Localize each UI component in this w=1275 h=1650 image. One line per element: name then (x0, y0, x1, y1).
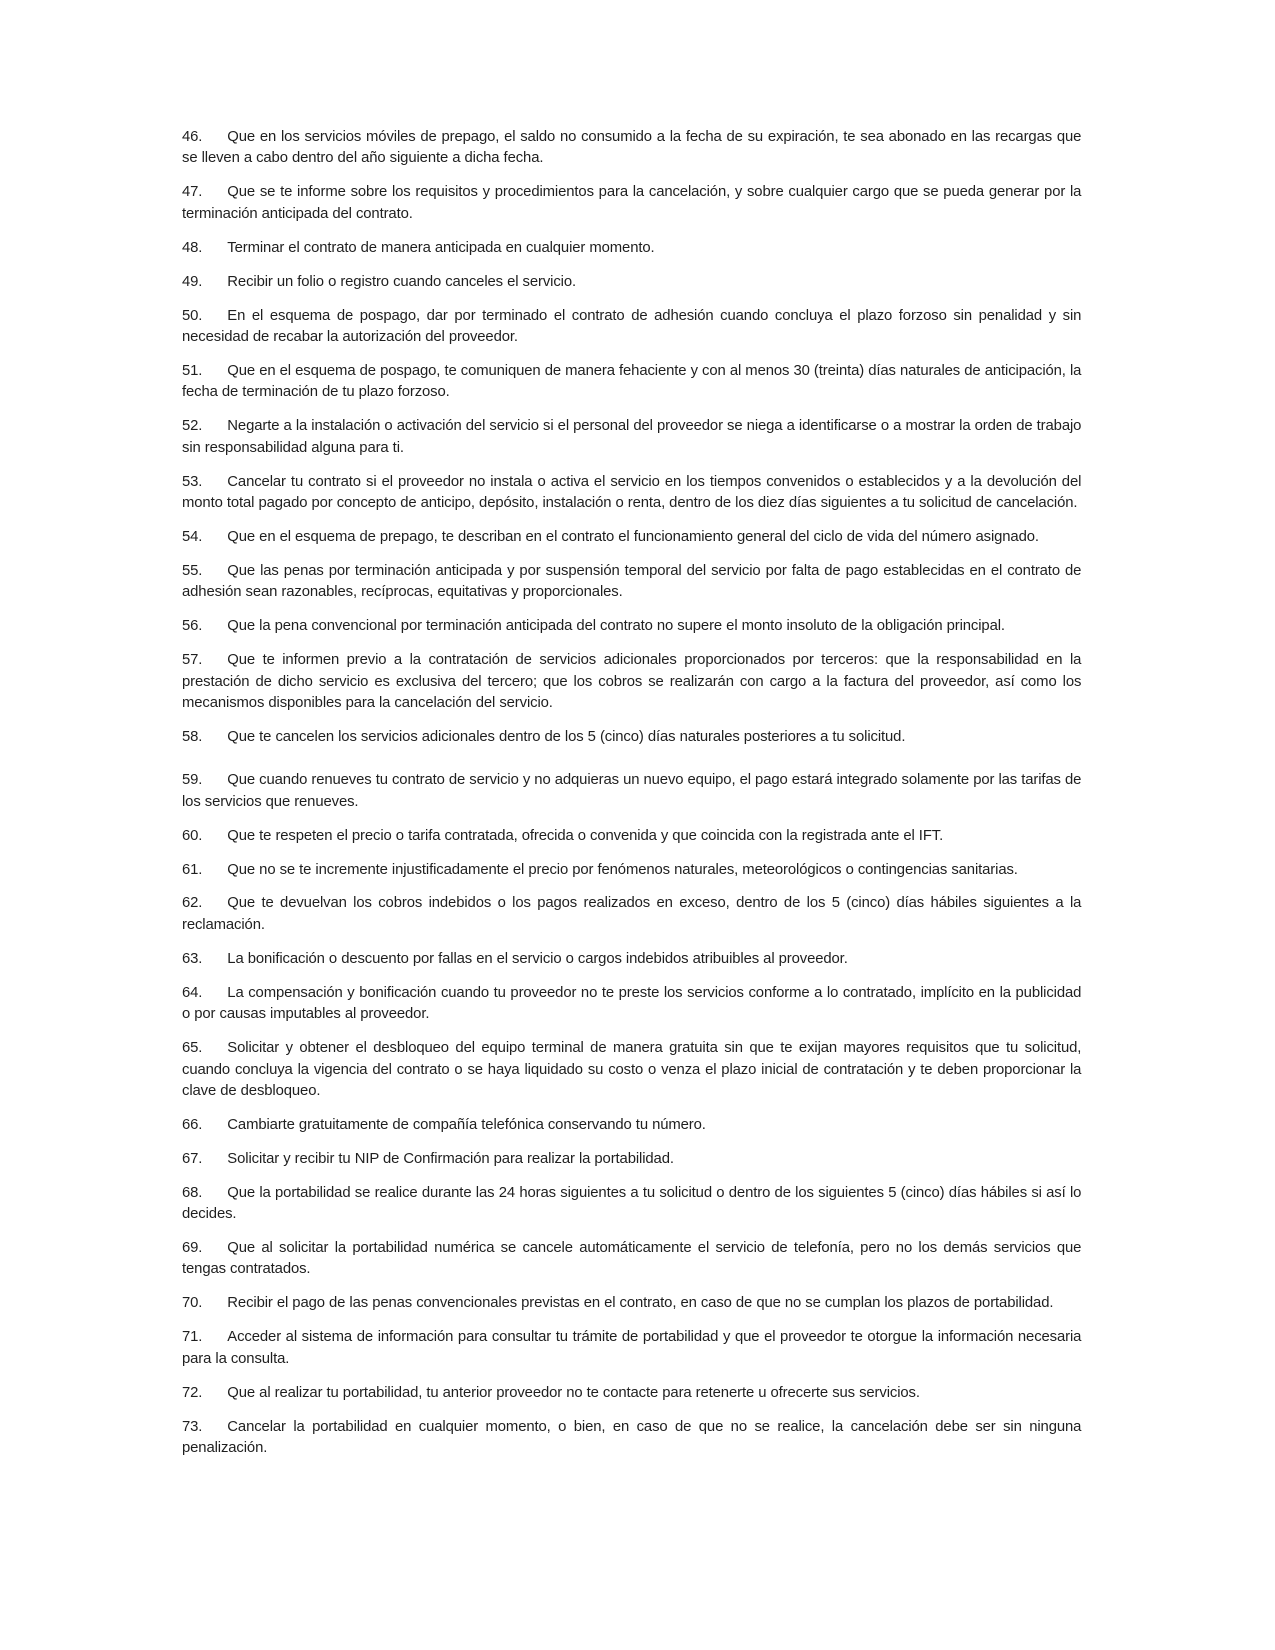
list-item-text: Recibir un folio o registro cuando canceles el servicio. (227, 272, 576, 290)
list-item-number: 59. (182, 771, 203, 789)
list-item-number: 70. (182, 1294, 203, 1312)
list-item-text: Cambiarte gratuitamente de compañía telefónica conservando tu número. (227, 1115, 706, 1133)
list-item-number: 51. (182, 361, 203, 379)
list-item-text: Que te devuelvan los cobros indebidos o los pagos realizados en exceso, dentro de los 5 (cinco) días hábiles siguientes a la reclamación. (182, 894, 1082, 933)
list-item-text: Terminar el contrato de manera anticipada en cualquier momento. (227, 238, 655, 256)
list-item-number: 71. (182, 1328, 203, 1346)
list-item (182, 1292, 1081, 1313)
list-item-text: Acceder al sistema de información para consultar tu trámite de portabilidad y que el proveedor te otorgue la información necesaria para la consulta. (182, 1328, 1082, 1367)
list-item (182, 471, 1081, 514)
list-item-number: 66. (182, 1115, 203, 1133)
list-item-text: Solicitar y recibir tu NIP de Confirmación para realizar la portabilidad. (227, 1149, 674, 1167)
list-item-text: En el esquema de pospago, dar por terminado el contrato de adhesión cuando concluya el plazo forzoso sin penalidad y sin necesidad de recabar la autorización del proveedor. (182, 306, 1082, 345)
list-item (182, 1237, 1081, 1280)
list-item-text: Que la pena convencional por terminación anticipada del contrato no supere el monto insoluto de la obligación principal. (227, 617, 1005, 635)
list-item-number: 72. (182, 1383, 203, 1401)
list-item-number: 48. (182, 238, 203, 256)
list-item-text: Que en el esquema de prepago, te describan en el contrato el funcionamiento general del ciclo de vida del número asignado. (227, 527, 1039, 545)
list-item (182, 1382, 1081, 1403)
list-item (182, 1114, 1081, 1135)
list-item-number: 67. (182, 1149, 203, 1167)
list-item (182, 649, 1081, 713)
list-item (182, 1326, 1081, 1369)
list-item-number: 69. (182, 1239, 203, 1257)
list-item (182, 305, 1081, 348)
list-item-text: Que en el esquema de pospago, te comuniquen de manera fehaciente y con al menos 30 (treinta) días naturales de anticipación, la fecha de terminación de tu plazo forzoso. (182, 361, 1082, 401)
list-item (182, 726, 1081, 747)
list-item-number: 46. (182, 128, 203, 145)
list-item-text: Negarte a la instalación o activación del servicio si el personal del proveedor se niega a identificarse o a mostrar la orden de trabajo sin responsabilidad alguna para ti. (182, 417, 1082, 456)
list-item-number: 65. (182, 1039, 203, 1057)
list-item (182, 181, 1081, 224)
list-item (182, 360, 1081, 403)
list-item (182, 982, 1081, 1025)
list-item-number: 50. (182, 306, 203, 324)
list-item-text: Cancelar la portabilidad en cualquier momento, o bien, en caso de que no se realice, la cancelación debe ser sin ninguna penalización. (182, 1417, 1082, 1456)
list-item (182, 825, 1081, 846)
list-item-text: Que en los servicios móviles de prepago, el saldo no consumido a la fecha de su expiración, te sea abonado en las recargas que se lleven a cabo dentro del año siguiente a dicha fecha. (182, 128, 1082, 167)
list-item (182, 769, 1081, 812)
list-item-text: Recibir el pago de las penas convencionales previstas en el contrato, en caso de que no se cumplan los plazos de portabilidad. (227, 1294, 1054, 1312)
list-item (182, 1182, 1081, 1225)
list-item (182, 271, 1081, 292)
list-item-number: 49. (182, 272, 203, 290)
list-item (182, 126, 1081, 169)
list-item (182, 1148, 1081, 1169)
list-item (182, 615, 1081, 636)
list-item (182, 560, 1081, 603)
list-item-text: Cancelar tu contrato si el proveedor no instala o activa el servicio en los tiempos convenidos o establecidos y a la devolución del monto total pagado por concepto de anticipo, depósito, instalación o renta, dentro de los diez días siguientes a tu solicitud de cancelación. (182, 472, 1082, 511)
list-item-number: 53. (182, 472, 203, 490)
list-item (182, 892, 1081, 935)
list-item-text: Que cuando renueves tu contrato de servicio y no adquieras un nuevo equipo, el pago estará integrado solamente por las tarifas de los servicios que renueves. (182, 771, 1082, 810)
list-item-text: Que al solicitar la portabilidad numérica se cancele automáticamente el servicio de telefonía, pero no los demás servicios que tengas contratados. (182, 1239, 1082, 1278)
list-item-number: 52. (182, 417, 203, 435)
list-item-text: Que las penas por terminación anticipada y por suspensión temporal del servicio por falta de pago establecidas en el contrato de adhesión sean razonables, recíprocas, equitativas y proporcionales. (182, 561, 1082, 601)
list-item (182, 237, 1081, 258)
list-item (182, 948, 1081, 969)
list-item-number: 47. (182, 183, 203, 201)
list-item-number: 60. (182, 826, 203, 844)
list-item (182, 859, 1081, 880)
list-item (182, 415, 1081, 458)
list-item-text: Que te cancelen los servicios adicionales dentro de los 5 (cinco) días naturales posteriores a tu solicitud. (227, 727, 906, 745)
numbered-list (182, 126, 1095, 1471)
list-item-text: Que la portabilidad se realice durante las 24 horas siguientes a tu solicitud o dentro de los siguientes 5 (cinco) días hábiles si así lo decides. (182, 1183, 1082, 1223)
list-item-number: 54. (182, 527, 203, 545)
list-item-text: La compensación y bonificación cuando tu proveedor no te preste los servicios conforme a lo contratado, implícito en la publicidad o por causas imputables al proveedor. (182, 983, 1082, 1023)
list-item-text: Que no se te incremente injustificadamente el precio por fenómenos naturales, meteorológicos o contingencias sanitarias. (227, 860, 1018, 878)
list-item-number: 62. (182, 894, 203, 912)
list-item (182, 1037, 1081, 1101)
list-item-text: Que al realizar tu portabilidad, tu anterior proveedor no te contacte para retenerte u ofrecerte sus servicios. (227, 1383, 920, 1401)
list-item (182, 526, 1081, 547)
list-item-text: Que te respeten el precio o tarifa contratada, ofrecida o convenida y que coincida con la registrada ante el IFT. (227, 826, 944, 844)
list-item-text: Que te informen previo a la contratación de servicios adicionales proporcionados por terceros: que la responsabilidad en la prestación de dicho servicio es exclusiva del tercero; que los cobros se realizarán con cargo a la factura del proveedor, así como los mecanismos disponibles para la cancelación del servicio. (182, 651, 1082, 711)
list-item-text: Que se te informe sobre los requisitos y procedimientos para la cancelación, y sobre cualquier cargo que se pueda generar por la terminación anticipada del contrato. (182, 183, 1082, 222)
list-item-number: 56. (182, 617, 203, 635)
list-item-text: La bonificación o descuento por fallas en el servicio o cargos indebidos atribuibles al proveedor. (227, 949, 848, 967)
list-item-number: 55. (182, 561, 203, 579)
list-item-number: 64. (182, 983, 203, 1001)
list-item-number: 57. (182, 651, 203, 669)
list-item (182, 1416, 1081, 1459)
list-item-number: 61. (182, 860, 203, 878)
list-item-number: 63. (182, 949, 203, 967)
list-item-number: 68. (182, 1183, 203, 1201)
list-item-number: 73. (182, 1417, 203, 1435)
list-item-text: Solicitar y obtener el desbloqueo del equipo terminal de manera gratuita sin que te exijan mayores requisitos que tu solicitud, cuando concluya la vigencia del contrato o se haya liquidado su costo o venza el plazo inicial de contratación y te deben proporcionar la clave de desbloqueo. (182, 1039, 1082, 1099)
list-item-number: 58. (182, 727, 203, 745)
